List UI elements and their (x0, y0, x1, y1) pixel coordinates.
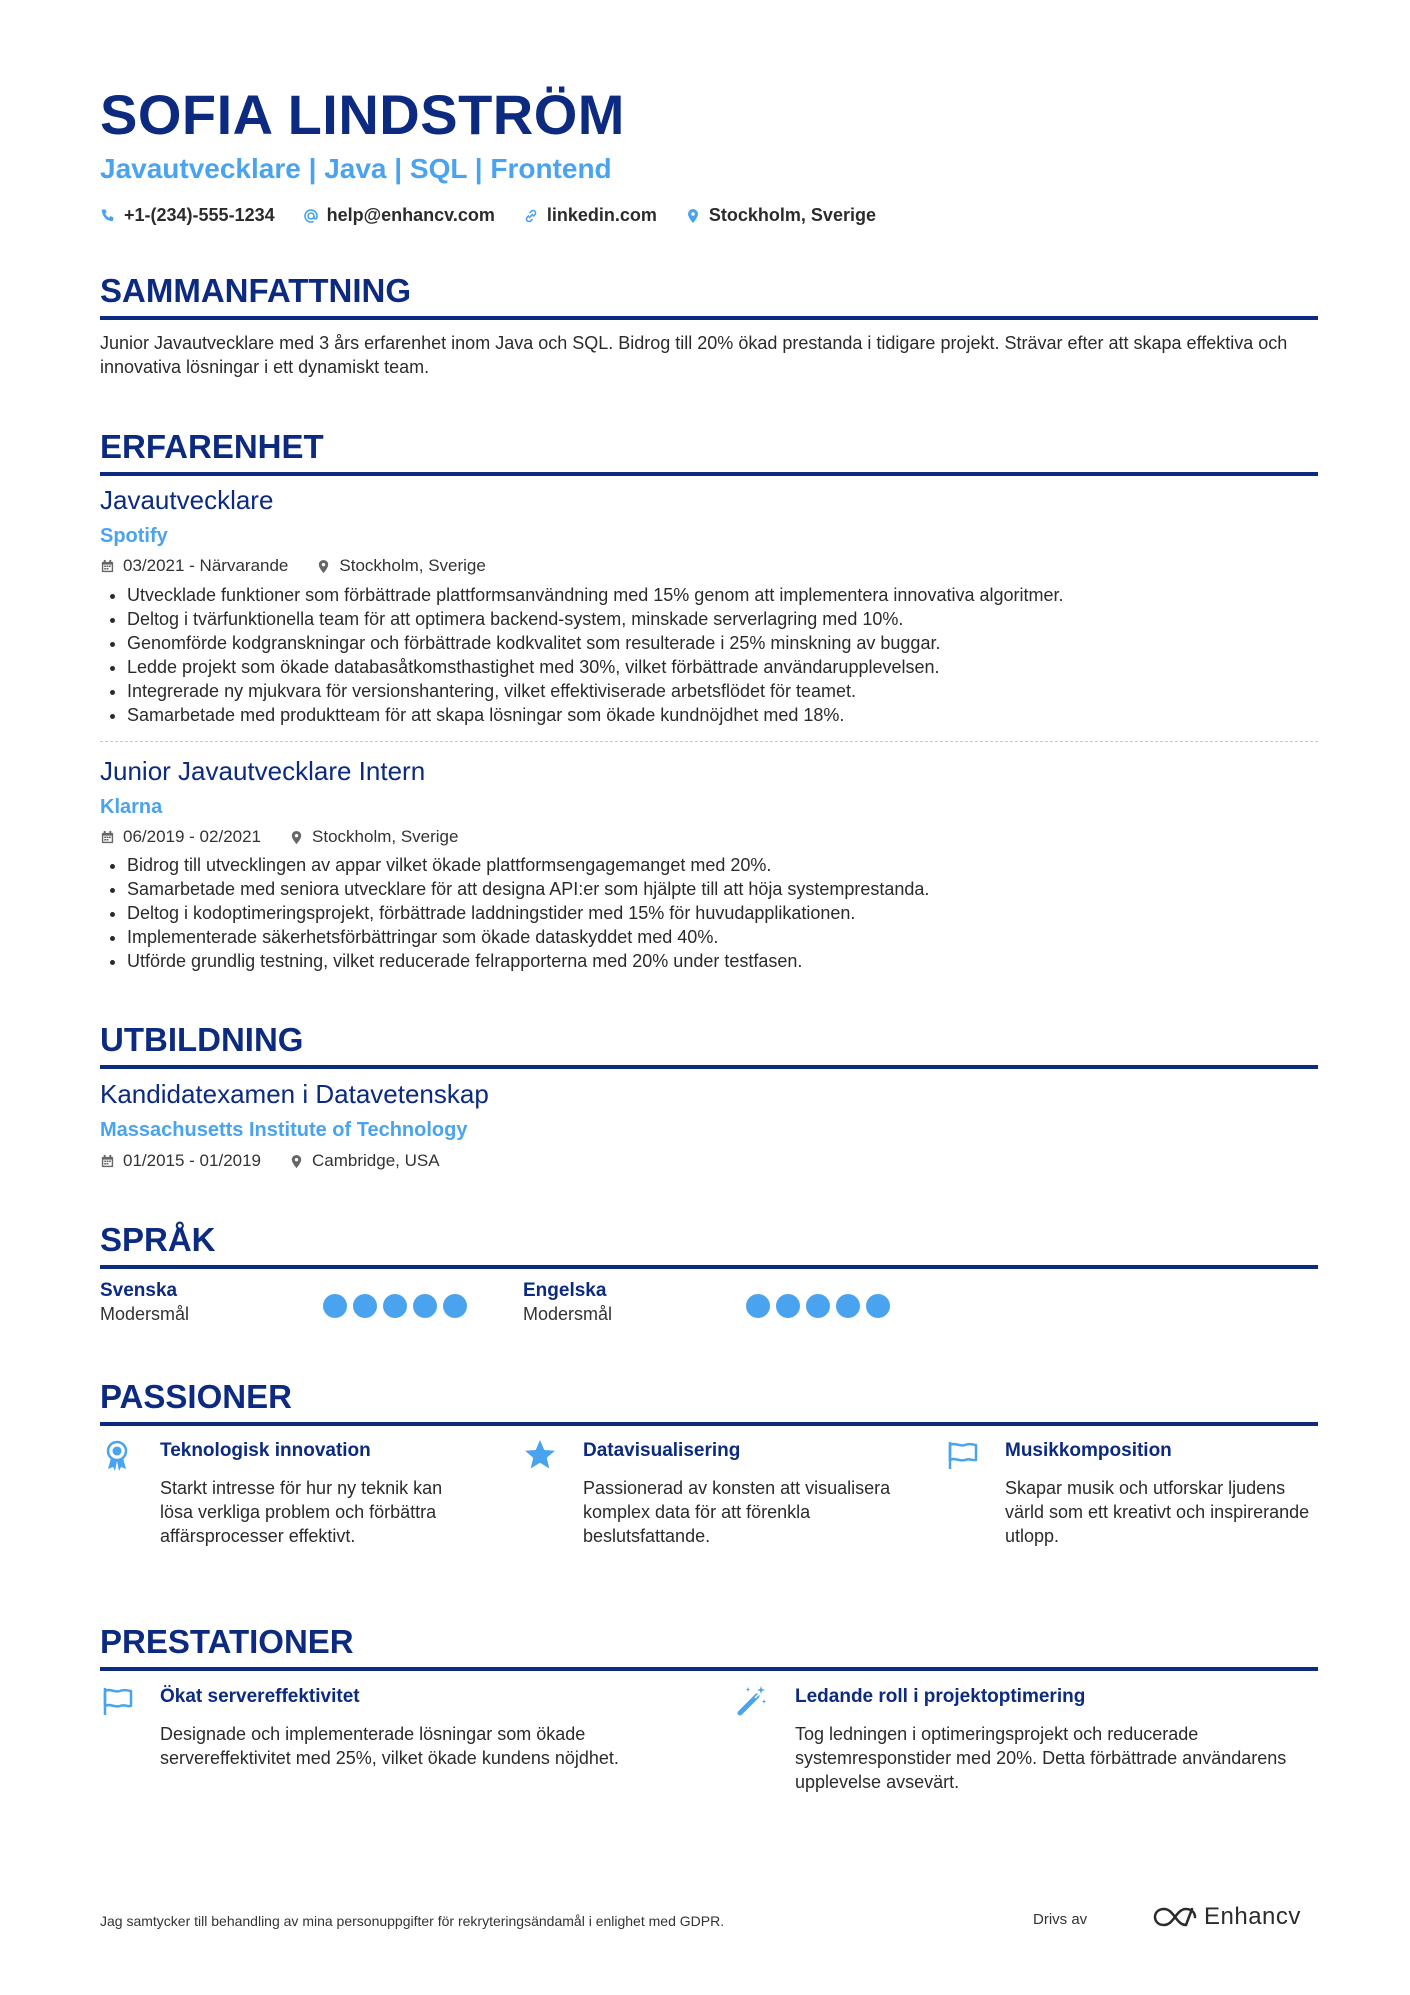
education-dates (100, 1151, 261, 1171)
location-pin-icon (685, 208, 701, 224)
enhancv-brand-text: Enhancv (1204, 1903, 1301, 1930)
language-rating (323, 1294, 467, 1318)
job-dates-text: 03/2021 - Närvarande (123, 556, 289, 575)
job-company: Spotify (100, 525, 168, 547)
list-item: • Genomförde kodgranskningar och förbättrade kodkvalitet som resulterade i 25% minskning av buggar. (127, 631, 1317, 655)
school-name: Massachusetts Institute of Technology (100, 1119, 468, 1141)
list-item: • Deltog i kodoptimeringsprojekt, förbättrade laddningstider med 15% för huvudapplikationen. (127, 901, 1317, 925)
location-pin-icon (316, 559, 331, 574)
education-location (289, 1151, 440, 1171)
passion-title: Datavisualisering (583, 1440, 741, 1461)
rating-dot (746, 1294, 770, 1318)
degree-title: Kandidatexamen i Datavetenskap (100, 1079, 489, 1109)
linkedin-text: linkedin.com (546, 205, 657, 225)
job-location (316, 556, 485, 576)
job-bullets (100, 583, 1317, 727)
education-location-text: Cambridge, USA (312, 1151, 440, 1170)
job-dates-text: 06/2019 - 02/2021 (123, 827, 262, 846)
language-rating (746, 1294, 890, 1318)
list-item: • Ledde projekt som ökade databasåtkomsthastighet med 30%, vilket förbättrade användarupplevelsen. (127, 655, 1317, 679)
job-location-text: Stockholm, Sverige (339, 556, 486, 575)
list-item: • Utförde grundlig testning, vilket reducerade felrapporterna med 20% under testfasen. (127, 949, 1317, 973)
calendar-icon (100, 1154, 115, 1169)
rating-dot (383, 1294, 407, 1318)
language-name: Engelska (523, 1280, 607, 1301)
list-item: • Samarbetade med seniora utvecklare för att designa API:er som hjälpte till att höja systemprestanda. (127, 877, 1317, 901)
rating-dot (323, 1294, 347, 1318)
candidate-tagline: Javautvecklare | Java | SQL | Frontend (100, 153, 612, 184)
calendar-icon (100, 830, 115, 845)
gdpr-consent: Jag samtycker till behandling av mina personuppgifter för rekryteringsändamål i enlighet med GDPR. (100, 1913, 725, 1929)
language-name: Svenska (100, 1280, 178, 1301)
summary-text: Junior Javautvecklare med 3 års erfarenhet inom Java och SQL. Bidrog till 20% ökad prestanda i tidigare projekt. Strävar efter att skapa effektiva och innovativa lösningar i ett dynamiskt team. (100, 333, 1288, 377)
passion-desc: Starkt intresse för hur ny teknik kan lösa verkliga problem och förbättra affärsprocesser effektivt. (160, 1478, 443, 1546)
language-level: Modersmål (100, 1304, 190, 1324)
job-dates (100, 556, 288, 576)
education-dates-text: 01/2015 - 01/2019 (123, 1151, 262, 1170)
location-text: Stockholm, Sverige (708, 205, 876, 225)
job-location (289, 827, 458, 847)
phone-text: +1-(234)-555-1234 (124, 205, 275, 225)
summary-heading: SAMMANFATTNING (100, 272, 1318, 320)
list-item: • Integrerade ny mjukvara för versionshantering, vilket effektiviserade arbetsflödet för teamet. (127, 679, 1317, 703)
at-icon (303, 208, 319, 224)
job-dates (100, 827, 261, 847)
magic-wand-icon (735, 1684, 769, 1718)
language-item (100, 1280, 500, 1325)
rating-dot (353, 1294, 377, 1318)
achievement-desc: Designade och implementerade lösningar som ökade servereffektivitet med 25%, vilket ökade kundens nöjdhet. (160, 1724, 619, 1768)
calendar-icon (100, 559, 115, 574)
education-meta (100, 1151, 440, 1171)
job-bullets (100, 853, 1317, 973)
education-heading: UTBILDNING (100, 1021, 1318, 1069)
job-title: Junior Javautvecklare Intern (100, 756, 426, 786)
rating-dot (806, 1294, 830, 1318)
location-pin-icon (289, 1154, 304, 1169)
rating-dot (836, 1294, 860, 1318)
list-item: • Deltog i tvärfunktionella team för att optimera backend-system, minskade serverlagring med 10%. (127, 607, 1317, 631)
enhancv-logo[interactable] (1152, 1903, 1301, 1931)
contact-phone[interactable] (100, 205, 275, 226)
star-icon (523, 1438, 557, 1472)
candidate-name: SOFIA LINDSTRÖM (100, 83, 625, 146)
contact-email[interactable] (303, 205, 495, 226)
languages-heading: SPRÅK (100, 1221, 1318, 1269)
flag-icon (945, 1438, 979, 1472)
list-item: • Samarbetade med produktteam för att skapa lösningar som ökade kundnöjdhet med 18%. (127, 703, 1317, 727)
enhancv-logo-icon (1152, 1905, 1198, 1929)
passions-heading: PASSIONER (100, 1378, 1318, 1426)
email-text: help@enhancv.com (326, 205, 495, 225)
divider (100, 741, 1318, 742)
language-level: Modersmål (523, 1304, 613, 1324)
rating-dot (413, 1294, 437, 1318)
achievement-desc: Tog ledningen i optimeringsprojekt och reducerade systemresponstider med 20%. Detta förbättrade användarens upplevelse avsevärt. (795, 1724, 1287, 1792)
list-item: • Implementerade säkerhetsförbättringar som ökade dataskyddet med 40%. (127, 925, 1317, 949)
passion-desc: Skapar musik och utforskar ljudens värld som ett kreativt och inspirerande utlopp. (1005, 1478, 1310, 1546)
link-icon (523, 208, 539, 224)
rating-dot (866, 1294, 890, 1318)
job-title: Javautvecklare (100, 485, 274, 515)
language-item (523, 1280, 923, 1325)
rating-dot (443, 1294, 467, 1318)
list-item: • Bidrog till utvecklingen av appar vilket ökade plattformsengagemanget med 20%. (127, 853, 1317, 877)
achievements-heading: PRESTATIONER (100, 1623, 1318, 1671)
job-meta (100, 827, 458, 847)
passion-title: Musikkomposition (1005, 1440, 1172, 1461)
rating-dot (776, 1294, 800, 1318)
achievement-title: Ledande roll i projektoptimering (795, 1686, 1086, 1707)
phone-icon (100, 208, 116, 224)
passion-desc: Passionerad av konsten att visualisera komplex data för att förenkla beslutsfattande. (583, 1478, 891, 1546)
powered-by-label: Drivs av (1033, 1911, 1088, 1928)
contact-bar (100, 205, 876, 226)
contact-linkedin[interactable] (523, 205, 657, 226)
job-meta (100, 556, 486, 576)
location-pin-icon (289, 830, 304, 845)
flag-icon (100, 1684, 134, 1718)
list-item: • Utvecklade funktioner som förbättrade plattformsanvändning med 15% genom att implementera innovativa algoritmer. (127, 583, 1317, 607)
badge-icon (100, 1438, 134, 1472)
passion-title: Teknologisk innovation (160, 1440, 371, 1461)
experience-heading: ERFARENHET (100, 428, 1318, 476)
job-location-text: Stockholm, Sverige (312, 827, 459, 846)
contact-location (685, 205, 876, 226)
achievement-title: Ökat servereffektivitet (160, 1686, 360, 1707)
job-company: Klarna (100, 796, 163, 818)
